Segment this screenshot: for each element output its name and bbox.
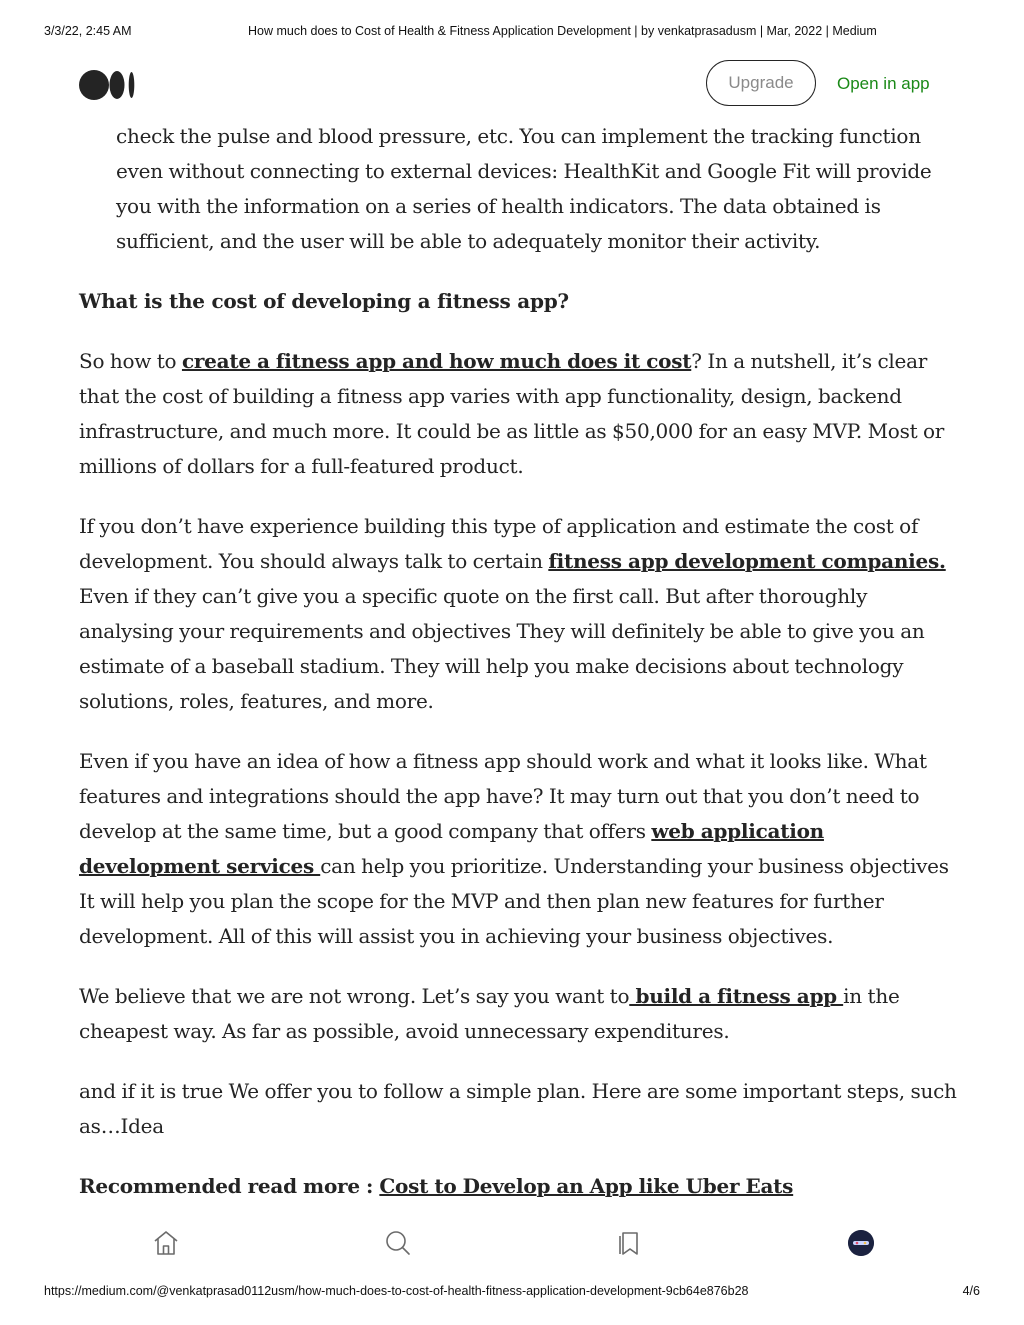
paragraph-text: can help you prioritize. Understanding your business objectives It will help you plan the scope for the MVP and then plan new features for further development. All of this will assist you in achieving your business objectives. [79,854,949,948]
paragraph-text: in the cheapest way. As far as possible, avoid unnecessary expenditures. [79,984,900,1043]
paragraph-text: Even if you have an idea of how a fitness app should work and what it looks like. What features and integrations should the app have? It may turn out that you don’t need to develop at the same time, but a good company that offers [79,749,927,843]
article-body [79,119,959,1204]
avatar[interactable] [848,1230,874,1256]
paragraph [79,979,959,1049]
search-icon[interactable] [383,1228,413,1258]
paragraph-text: We believe that we are not wrong. Let’s say you want to [79,984,630,1008]
paragraph-text: Even if they can’t give you a specific quote on the first call. But after thoroughly analysing your requirements and objectives They will definitely be able to give you an estimate of a baseball stadium. They will help you make decisions about technology solutions, roles, features, and more. [79,584,925,713]
uber-eats-cost-link[interactable]: Cost to Develop an App like Uber Eats [379,1174,794,1198]
section-heading: What is the cost of developing a fitness app? [79,289,569,313]
list-item-continuation: check the pulse and blood pressure, etc. You can implement the tracking function even without connecting to external devices: HealthKit and Google Fit will provide you with the information on a series of health indicators. The data obtained is sufficient, and the user will be able to adequately monitor their activity. [116,124,932,253]
paragraph [79,509,959,719]
print-date: 3/3/22, 2:45 AM [44,24,132,38]
web-app-dev-services-link[interactable]: web application development services [79,819,824,878]
top-bar [0,60,1024,112]
paragraph [79,344,959,484]
bookmarks-icon[interactable] [614,1228,644,1258]
recommended-read [79,1169,959,1204]
print-page-number: 4/6 [962,1284,980,1298]
print-footer [0,1284,1024,1302]
fitness-app-companies-link[interactable]: fitness app development companies. [548,549,946,573]
home-icon[interactable] [151,1228,181,1258]
print-page-title: How much does to Cost of Health & Fitness Application Development | by venkatprasadusm | Mar, 2022 | Medium [248,24,877,38]
paragraph-text: ? In a nutshell, it’s clear that the cost of building a fitness app varies with app functionality, design, backend infrastructure, and much more. It could be as little as $50,000 for an easy MVP. Most or millions of dollars for a full-featured product. [79,349,945,478]
paragraph [79,744,959,954]
build-fitness-app-link[interactable]: build a fitness app [629,984,844,1008]
paragraph-text: So how to [79,349,182,373]
open-in-app-link[interactable]: Open in app [837,74,930,93]
print-header [0,24,1024,42]
upgrade-button[interactable]: Upgrade [706,60,816,106]
print-url: https://medium.com/@venkatprasad0112usm/how-much-does-to-cost-of-health-fitness-application-development-9cb64e876b28 [44,1284,749,1298]
bottom-navigation [0,1226,1024,1262]
paragraph: and if it is true We offer you to follow a simple plan. Here are some important steps, such as…Idea [79,1079,957,1138]
recommended-label: Recommended read more : [79,1174,380,1198]
medium-logo-icon[interactable] [79,70,139,100]
paragraph-text: If you don’t have experience building this type of application and estimate the cost of development. You should always talk to certain [79,514,919,573]
create-fitness-app-link[interactable]: create a fitness app and how much does it cost [181,349,692,373]
